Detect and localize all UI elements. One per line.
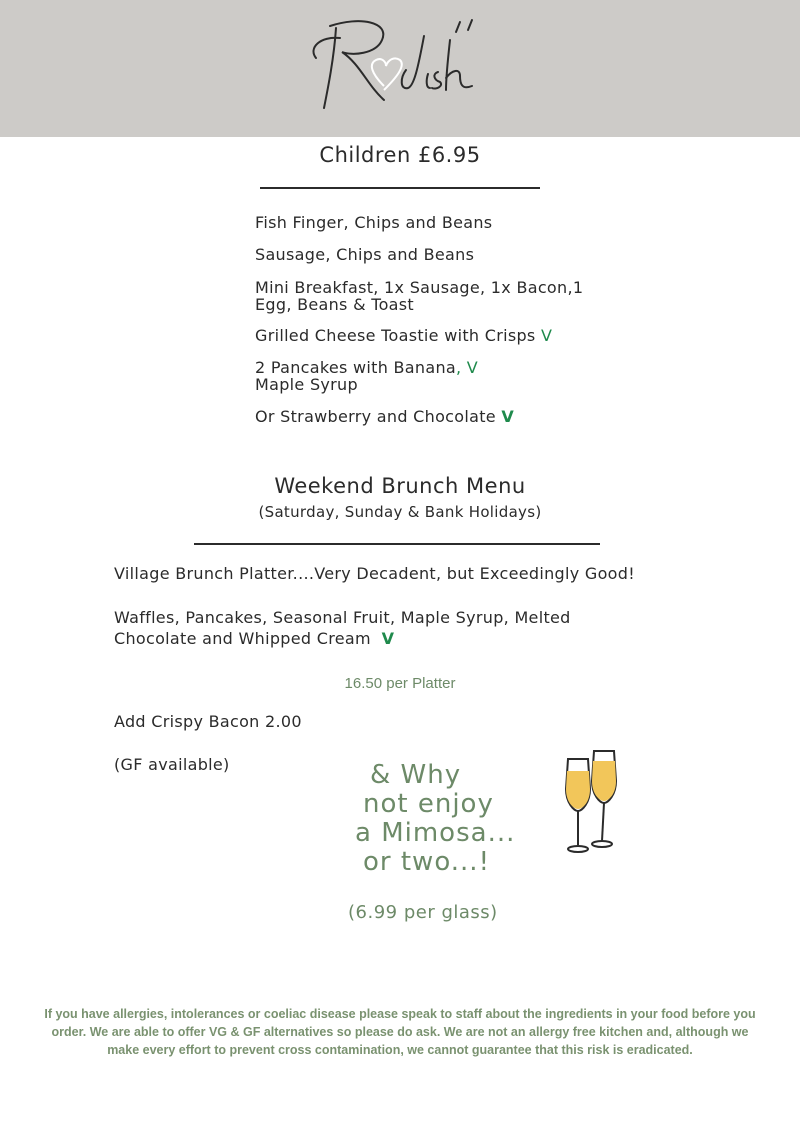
children-title: Children £6.95 [319,143,481,167]
menu-item: Mini Breakfast, 1x Sausage, 1x Bacon,1 Egg, Beans & Toast [255,278,584,314]
menu-item: Or Strawberry and Chocolate V [255,407,515,426]
platter-title: Village Brunch Platter....Very Decadent, but Exceedingly Good! [114,564,635,583]
heart-icon [372,58,402,90]
addon-bacon: Add Crispy Bacon 2.00 [114,712,302,731]
divider [194,543,600,545]
radish-logo [300,8,500,128]
mimosa-price: (6.99 per glass) [348,902,498,923]
divider [260,187,540,189]
mimosa-line: not enjoy [363,789,494,819]
menu-item: Sausage, Chips and Beans [255,245,475,264]
menu-item: Grilled Cheese Toastie with Crisps V [255,326,553,345]
mimosa-line: & Why [370,760,462,790]
vegetarian-mark: V [466,358,479,377]
mimosa-line: a Mimosa... [355,818,516,848]
platter-price: 16.50 per Platter [344,675,456,692]
vegetarian-mark: V [381,629,395,648]
brunch-subtitle: (Saturday, Sunday & Bank Holidays) [258,503,542,521]
champagne-glasses-icon [560,745,626,857]
platter-description: Waffles, Pancakes, Seasonal Fruit, Maple Syrup, Melted Chocolate and Whipped Cream V [114,608,571,648]
vegetarian-mark: V [501,407,515,426]
gf-note: (GF available) [114,755,230,774]
brunch-title: Weekend Brunch Menu [274,474,526,498]
menu-item: Fish Finger, Chips and Beans [255,213,493,232]
menu-item: 2 Pancakes with Banana, V Maple Syrup [255,358,479,394]
vegetarian-mark: V [540,326,553,345]
header-banner [0,0,800,137]
allergy-notice: If you have allergies, intolerances or coeliac disease please speak to staff about the ingredients in your food before you order. We are able to offer VG & GF alternatives so please do ask. We are not an allergy free kitchen and, although we make every effort to prevent cross contamination, we cannot guarantee that this risk is eradicated. [44,1007,756,1057]
mimosa-line: or two...! [363,847,490,877]
